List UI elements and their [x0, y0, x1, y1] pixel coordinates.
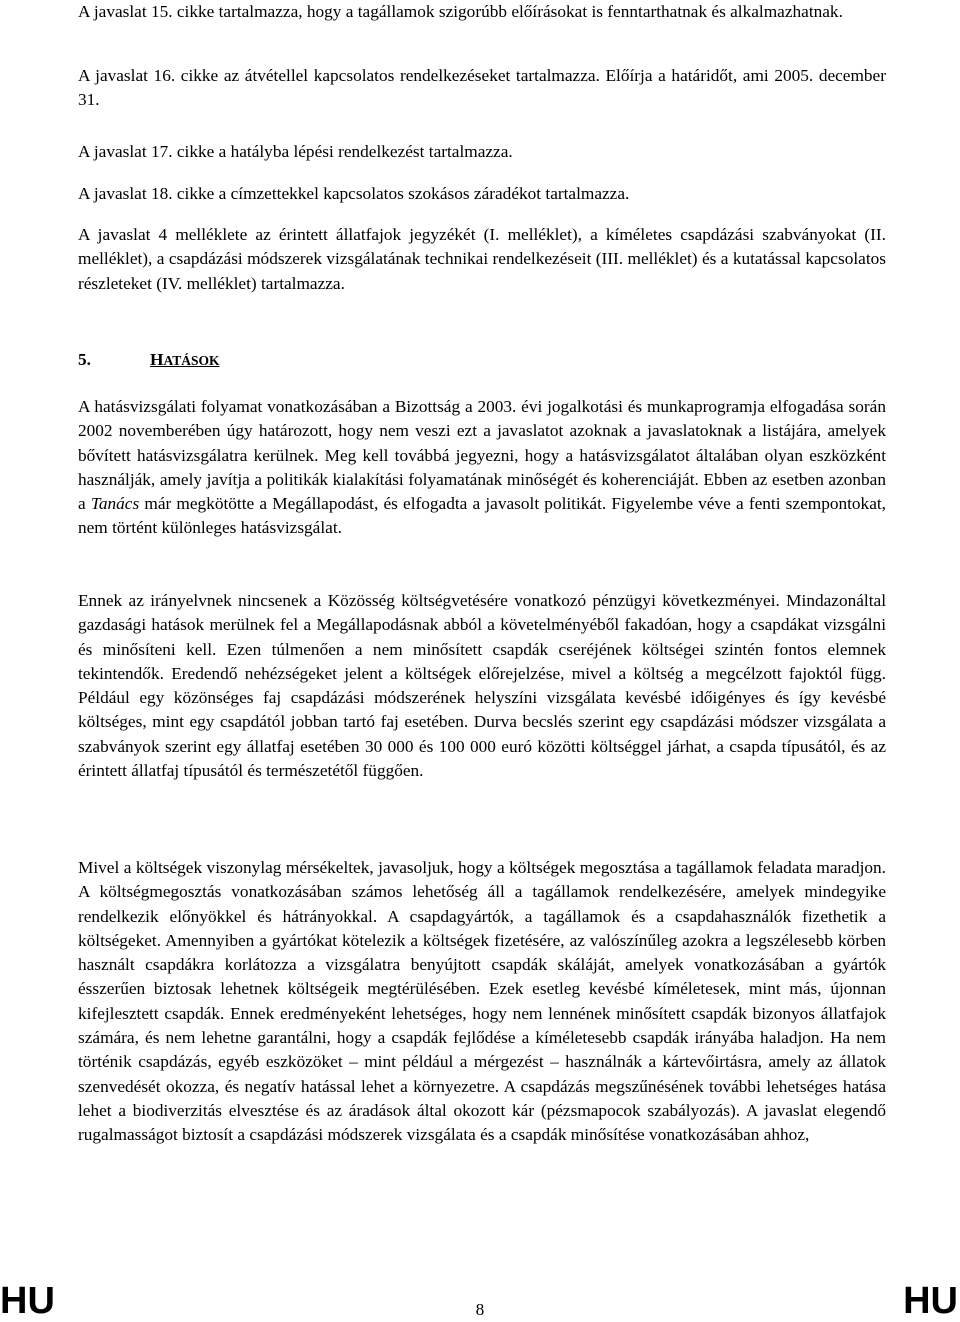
paragraph-article-16: A javaslat 16. cikke az átvétellel kapcsolatos rendelkezéseket tartalmazza. Előírja a határidőt, ami 2005. december 31. — [78, 66, 886, 110]
impact-text-council: Tanács — [90, 494, 140, 514]
section-title-initial: H — [150, 350, 164, 369]
paragraph-article-18: A javaslat 18. cikke a címzettekkel kapcsolatos szokásos záradékot tartalmazza. — [78, 184, 630, 203]
paragraph-costs: Mivel a költségek viszonylag mérsékeltek, javasoljuk, hogy a költségek megosztása a tagállamok feladata maradjon. A költségmegosztás vonatkozásában számos lehetőség áll a tagállamok rendelkezésére, amelyek mindegyike rendelkezik előnyökkel és hátrányokkal. A csapdagyártók, a tagállamok és a csapdahasználók fizethetik a költségeket. Amennyiben a gyártókat kötelezik a költségek fizetésére, az valószínűleg azokra a legszélesebb körben használt csapdákra korlátozza a vizsgálatra benyújtott csapdák skáláját, amelyek vonatkozásában a gyártók ésszerűen biztosak lehetnek költségeik megtérülésében. Ezek esetleg kevésbé kíméletesek, mint más, újonnan kifejlesztett csapdák. Ennek eredményeként lehetséges, hogy nem lennének minősített csapdák bizonyos állatfajok számára, és nem lehetne garantálni, hogy a csapdák fejlődése a kíméletesebb csapdák irányába haladjon. Ha nem történik csapdázás, egyéb eszközöket – mint például a mérgezést – használnák a kártevőirtásra, amely az állatok szenvedését okozza, és negatív hatással lehet a környezetre. A csapdázás megszűnésének további lehetséges hatása lehet a biodiverzitás elvesztése és az áradások által okozott kár (pézsmapocok szabályozás). A javaslat elegendő rugalmasságot biztosít a csapdázási módszerek vizsgálata és a csapdák minősítése vonatkozásában ahhoz, — [78, 858, 886, 1145]
footer-language-right: HU — [903, 1280, 958, 1322]
paragraph-budget: Ennek az irányelvnek nincsenek a Közösség költségvetésére vonatkozó pénzügyi következményei. Mindazonáltal gazdasági hatások merülnek fel a Megállapodásnak abból a követelményéből fakadóan, hogy a csapdákat vizsgálni és minősíteni kell. Ezen túlmenően a nem minősített csapdák cseréjének költségei szintén fontos elemnek tekintendők. Eredendő nehézségeket jelent a költségek előrejelzése, mivel a költség a megcélzott fajoktól függ. Például egy közönséges faj csapdázási módszerének helyszíni vizsgálata kevésbé időigényes és így kevésbé költséges, mint egy csapdától jobban tartó faj esetében. Durva becslés szerint egy csapdázási módszer vizsgálata a szabványok szerint egy állatfaj esetében 30 000 és 100 000 euró közötti költséggel járhat, a csapda típusától, és az érintett állatfaj típusától és természetétől függően. — [78, 591, 886, 781]
footer-language-left: HU — [0, 1280, 55, 1322]
paragraph-article-17: A javaslat 17. cikke a hatályba lépési rendelkezést tartalmazza. — [78, 142, 513, 161]
paragraph-article-15: A javaslat 15. cikke tartalmazza, hogy a tagállamok szigorúbb előírásokat is fenntarthatnak és alkalmazhatnak. — [78, 2, 843, 21]
paragraph-annexes: A javaslat 4 melléklete az érintett állatfajok jegyzékét (I. melléklet), a kíméletes csapdázási szabványokat (II. melléklet), a csapdázási módszerek vizsgálatának technikai rendelkezéseit (III. melléklet) és a kutatással kapcsolatos részleteket (IV. melléklet) tartalmazza. — [78, 225, 886, 293]
section-heading — [78, 350, 219, 370]
impact-text-end: már megkötötte a Megállapodást, és elfogadta a javasolt politikát. Figyelembe véve a fenti szempontokat, nem történt különleges hatásvizsgálat. — [78, 494, 886, 538]
page-number: 8 — [475, 1300, 485, 1319]
section-number: 5. — [78, 350, 91, 369]
section-title-rest: ATÁSOK — [163, 353, 220, 368]
paragraph-impact-assessment — [78, 395, 886, 541]
section-title — [150, 350, 219, 369]
impact-text-start: A hatásvizsgálati folyamat vonatkozásában a Bizottság a 2003. évi jogalkotási és munkaprogramja elfogadása során 2002 novemberében úgy határozott, hogy nem veszi ezt a javaslatot azoknak a javaslatoknak a listájára, amelyek bővített hatásvizsgálatra kerülnek. Meg kell továbbá jegyezni, hogy a hatásvizsgálatot általában olyan eszközként használják, amely javítja a politikák kialakítási folyamatának minőségét és koherenciáját. Ebben az esetben azonban a — [78, 397, 886, 514]
